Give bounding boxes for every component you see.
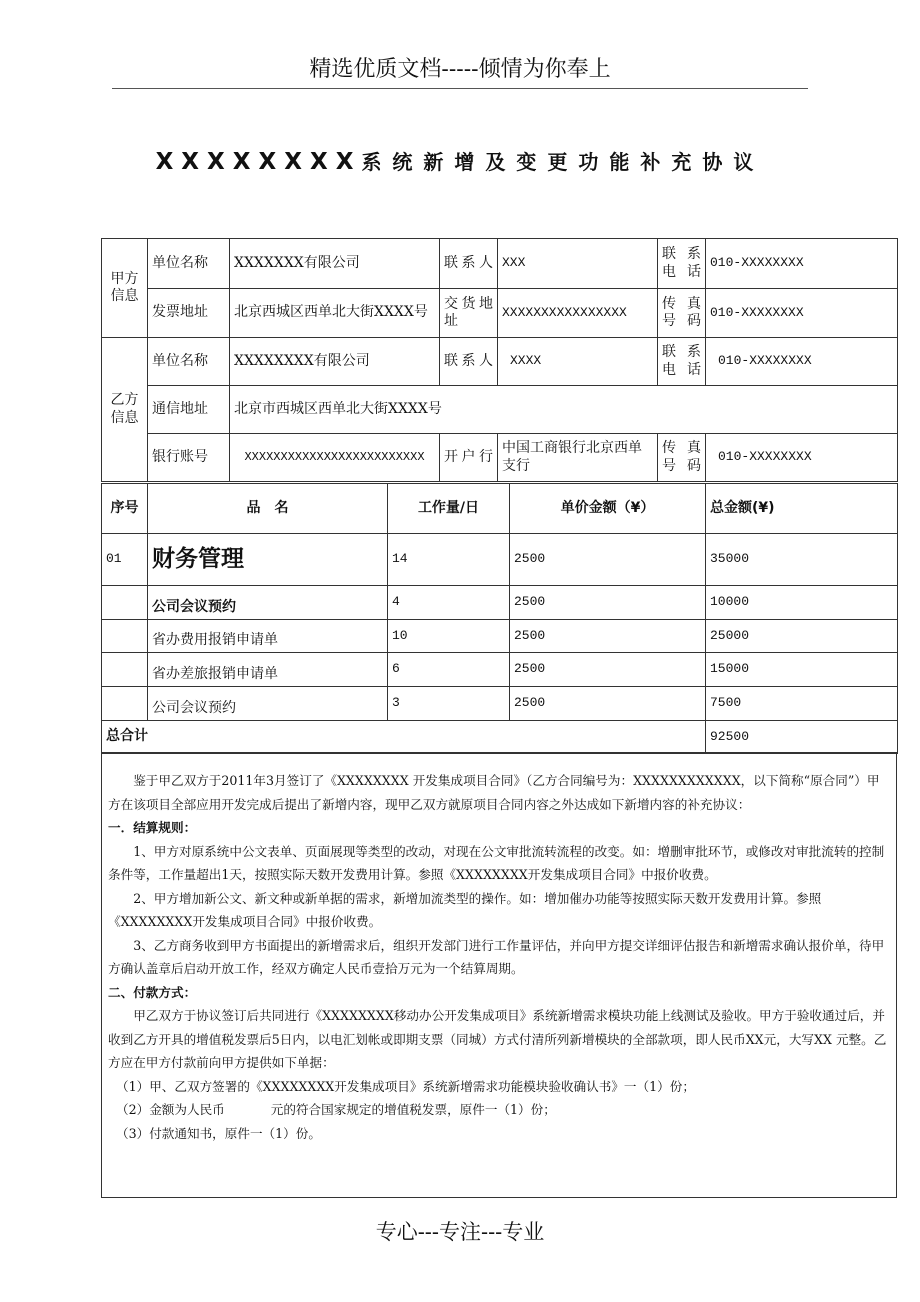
items-table	[101, 483, 898, 754]
party-a-row-2	[102, 289, 898, 338]
page-header: 精选优质文档-----倾情为你奉上	[309, 57, 611, 82]
party-b-unit-label: 单位名称	[148, 338, 230, 386]
row-price: 2500	[510, 687, 706, 721]
party-b-row-1	[102, 338, 898, 386]
party-a-phone-label: 联系电话	[658, 239, 706, 289]
section-2-title: 二、付款方式：	[108, 984, 197, 1000]
title-text: 系统新增及变更功能补充协议	[361, 150, 765, 174]
row-price: 2500	[510, 586, 706, 620]
party-b-contact-label: 联系人	[440, 338, 498, 386]
row-total: 10000	[706, 586, 898, 620]
row-days: 6	[388, 653, 510, 687]
total-row	[102, 721, 898, 754]
party-b-bank-label: 开户行	[440, 434, 498, 482]
party-a-delivery-address-label: 交货地址	[440, 289, 498, 338]
header-price: 单价金额（¥）	[510, 484, 706, 534]
total-value: 92500	[706, 721, 898, 754]
list-item-2-part-b: 元的符合国家规定的增值税发票，原件一（1）份；	[270, 1102, 556, 1117]
section-1-title: 一．结算规则：	[108, 820, 197, 835]
table-row	[102, 620, 898, 653]
party-b-unit-value: XXXXXXXX有限公司	[230, 338, 440, 386]
row-total: 25000	[706, 620, 898, 653]
document-title	[0, 146, 920, 175]
row-total: 7500	[706, 687, 898, 721]
row-name: 财务管理	[148, 534, 388, 586]
row-price: 2500	[510, 534, 706, 586]
party-a-contact-label: 联系人	[440, 239, 498, 289]
party-a-row-1	[102, 239, 898, 289]
row-price: 2500	[510, 653, 706, 687]
row-total: 35000	[706, 534, 898, 586]
header-no: 序号	[102, 484, 148, 534]
row-name: 省办差旅报销申请单	[148, 653, 388, 687]
terms-intro: 鉴于甲乙双方于2011年3月签订了《XXXXXXXX 开发集成项目合同》（乙方合同编号为：XXXXXXXXXXXX，以下简称“原合同”）甲方在该项目全部应用开发完成后提出了新增内容，现甲乙双方就原项目合同内容之外达成如下新增内容的补充协议：	[108, 773, 880, 812]
row-days: 14	[388, 534, 510, 586]
section-1-item-2: 2、甲方增加新公文、新文种或新单据的需求，新增加流类型的操作。如：增加催办功能等按照实际天数开发费用计算。参照《XXXXXXXX开发集成项目合同》中报价收费。	[108, 890, 822, 929]
row-total: 15000	[706, 653, 898, 687]
section-1-item-3: 3、乙方商务收到甲方书面提出的新增需求后，组织开发部门进行工作量评估，并向甲方提交详细评估报告和新增需求确认报价单，待甲方确认盖章后启动开放工作，经双方确定人民币壹拾万元为一个结算周期。	[108, 937, 885, 976]
section-2-list-item-2	[108, 1098, 890, 1122]
row-name: 公司会议预约	[148, 687, 388, 721]
row-no	[102, 687, 148, 721]
party-b-fax-value: 010-XXXXXXXX	[706, 434, 898, 482]
party-a-fax-value: 010-XXXXXXXX	[706, 289, 898, 338]
header-name: 品 名	[148, 484, 388, 534]
party-b-contact-value: XXXX	[498, 338, 658, 386]
section-2-list-item-3: （3）付款通知书，原件一（1）份。	[116, 1125, 321, 1141]
terms-cell	[102, 753, 897, 1198]
party-b-fax-label: 传真号码	[658, 434, 706, 482]
party-b-mail-address-value: 北京市西城区西单北大街XXXX号	[230, 386, 898, 434]
party-a-fax-label: 传真号码	[658, 289, 706, 338]
row-name: 公司会议预约	[148, 586, 388, 620]
row-price: 2500	[510, 620, 706, 653]
row-no: 01	[102, 534, 148, 586]
party-b-row-2	[102, 386, 898, 434]
party-a-phone-value: 010-XXXXXXXX	[706, 239, 898, 289]
table-row	[102, 586, 898, 620]
party-b-row-3	[102, 434, 898, 482]
party-a-delivery-address-value: XXXXXXXXXXXXXXXX	[498, 289, 658, 338]
header-divider	[112, 88, 808, 89]
row-no	[102, 586, 148, 620]
party-a-invoice-address-label: 发票地址	[148, 289, 230, 338]
party-b-phone-value: 010-XXXXXXXX	[706, 338, 898, 386]
row-no	[102, 620, 148, 653]
party-a-invoice-address-value: 北京西城区西单北大街XXXX号	[230, 289, 440, 338]
title-code: XXXXXXXX	[155, 149, 362, 175]
list-item-2-part-a: （2）金额为人民币	[116, 1102, 225, 1117]
row-days: 4	[388, 586, 510, 620]
section-2-paragraph: 甲乙双方于协议签订后共同进行《XXXXXXXX移动办公开发集成项目》系统新增需求模块功能上线测试及验收。甲方于验收通过后，并收到乙方开具的增值税发票后5日内，以电汇划帐或即期支票（同城）方式付清所列新增模块的全部款项，即人民币XX元，大写XX 元整。乙方应在甲方付款前向甲方提供如下单据：	[108, 1008, 887, 1070]
party-a-unit-label: 单位名称	[148, 239, 230, 289]
table-row	[102, 534, 898, 586]
party-b-group-label: 乙方信息	[102, 338, 148, 482]
section-2-list-item-1: （1）甲、乙双方签署的《XXXXXXXX开发集成项目》系统新增需求功能模块验收确认书》一（1）份；	[116, 1078, 695, 1094]
party-a-group-label: 甲方信息	[102, 239, 148, 338]
page-footer: 专心---专注---专业	[375, 1220, 545, 1244]
terms-table	[101, 752, 897, 1198]
table-row	[102, 687, 898, 721]
header-days: 工作量/日	[388, 484, 510, 534]
table-row	[102, 653, 898, 687]
party-a-unit-value: XXXXXXX有限公司	[230, 239, 440, 289]
header-total: 总金额(¥)	[706, 484, 898, 534]
items-header-row	[102, 484, 898, 534]
party-info-table	[101, 238, 898, 482]
party-b-bank-account-label: 银行账号	[148, 434, 230, 482]
row-days: 3	[388, 687, 510, 721]
party-a-contact-value: XXX	[498, 239, 658, 289]
total-label: 总合计	[102, 721, 706, 754]
party-b-mail-address-label: 通信地址	[148, 386, 230, 434]
party-b-phone-label: 联系电话	[658, 338, 706, 386]
party-b-bank-value: 中国工商银行北京西单支行	[498, 434, 658, 482]
row-days: 10	[388, 620, 510, 653]
row-no	[102, 653, 148, 687]
row-name: 省办费用报销申请单	[148, 620, 388, 653]
party-b-bank-account-value: XXXXXXXXXXXXXXXXXXXXXXXXX	[230, 434, 440, 482]
section-1-item-1: 1、甲方对原系统中公文表单、页面展现等类型的改动，对现在公文审批流转流程的改变。如：增删审批环节，或修改对审批流转的控制条件等，工作量超出1天，按照实际天数开发费用计算。参照《XXXXXXXX开发集成项目合同》中报价收费。	[108, 843, 885, 882]
